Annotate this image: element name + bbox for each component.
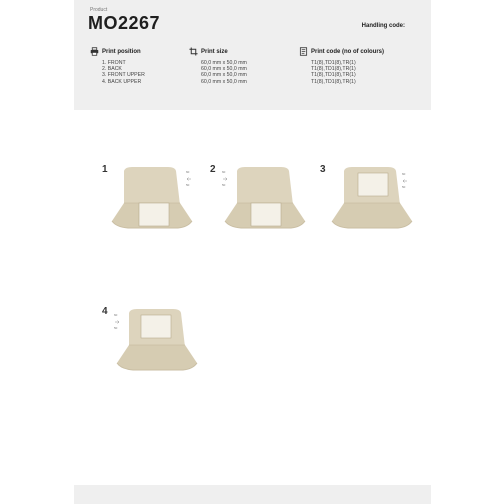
printer-icon [90,47,99,56]
handling-code-label: Handling code: [361,23,405,29]
dimension-arrow-icon [402,177,408,185]
position-number: 2 [210,164,216,175]
position-1-view [100,160,210,240]
bucket-hat-image [221,165,311,237]
dimension-height: 50 [186,183,190,187]
size-item-3: 60,0 mm x 50,0 mm [201,72,247,79]
position-2-view [208,160,318,240]
position-item-2: 2. BACK [102,66,122,73]
size-item-2: 60,0 mm x 50,0 mm [201,66,247,73]
dimension-width: 60 [402,172,406,176]
product-code: MO2267 [88,13,161,33]
dimension-arrow-icon [186,175,192,183]
dimension-height: 50 [114,326,118,330]
product-label: Product [90,7,108,13]
position-4-view [100,302,210,382]
code-item-1: T1(8),TD1(8),TR(1) [311,60,356,66]
size-item-1: 60,0 mm x 50,0 mm [201,60,247,66]
position-item-1: 1. FRONT [102,60,126,66]
crop-icon [189,47,198,56]
code-item-2: T1(8),TD1(8),TR(1) [311,66,356,73]
bucket-hat-image [113,307,203,379]
position-number: 3 [320,164,326,175]
print-position-column [90,47,145,85]
print-size-column [189,47,247,85]
position-3-view [316,160,426,240]
print-code-column [299,47,384,85]
dimension-width: 60 [222,170,226,174]
position-item-3: 3. FRONT UPPER [102,72,145,79]
bucket-hat-image [108,165,198,237]
spec-header [74,0,431,110]
print-code-title: Print code (no of colours) [311,48,384,55]
print-position-title: Print position [102,48,141,55]
dimension-height: 50 [222,183,226,187]
position-item-4: 4. BACK UPPER [102,78,142,85]
print-size-title: Print size [201,48,228,55]
dimension-width: 60 [186,170,190,174]
dimension-height: 50 [402,185,406,189]
document-icon [299,47,308,56]
code-item-3: T1(8),TD1(8),TR(1) [311,72,356,79]
code-item-4: T1(8),TD1(8),TR(1) [311,78,356,85]
dimension-width: 60 [114,313,118,317]
position-number: 4 [102,306,108,317]
position-number: 1 [102,164,108,175]
size-item-4: 60,0 mm x 50,0 mm [201,78,247,85]
page-footer [74,485,431,504]
